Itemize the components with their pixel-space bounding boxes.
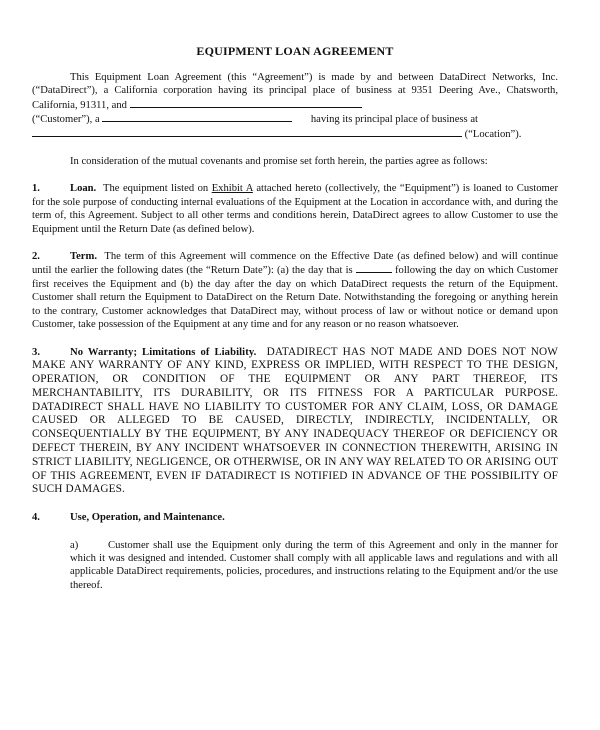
section-2-heading: Term. <box>70 251 97 263</box>
section-4a-body: Customer shall use the Equipment only during the term of this Agreement and only in the manner for which it was designed and intended. Customer shall comply with all applicable laws and regulations and with all applicable DataDirect requirements, policies, procedures, and instructions relating to the Equipment and/or the use thereof. <box>70 539 558 591</box>
intro-customer-line <box>32 112 558 126</box>
exhibit-a-link[interactable]: Exhibit A <box>211 183 253 195</box>
customer-name-blank[interactable] <box>130 98 362 108</box>
customer-label: (“Customer”), a <box>32 114 100 126</box>
section-3-number: 3. <box>32 346 41 358</box>
section-1-body: attached hereto (collectively, the “Equipment”) is loaned to Customer for the sole purpose of conducting internal evaluations of the Equipment at the Location in accordance with, and during the term of, this Agreement. Subject to all other terms and conditions herein, DataDirect agrees to allow Customer to use the Equipment until the Return Date (as defined below). <box>32 183 559 235</box>
location-label: (“Location”). <box>464 128 522 140</box>
intro-text: This Equipment Loan Agreement (this “Agreement”) is made by and between DataDirect Networks, Inc. (“DataDirect”), a California corporation having its principal place of business at 9351 Deering Ave., Chatsworth, California, 91311, and <box>32 72 558 111</box>
section-1 <box>32 182 558 236</box>
section-1-heading: Loan. <box>70 183 97 195</box>
section-2-number: 2. <box>32 251 40 263</box>
section-2-body-b: following the day on which Customer first receives the Equipment and (b) the day after the day on which DataDirect requests the return of the Equipment. Customer shall return the Equipment to DataDirect on the Return Date. Notwithstanding the foregoing or anything herein to the contrary, Customer acknowledges that DataDirect may, without process of law or without notice or demand upon Customer, take possession of the Equipment at any time and for any reason or no reason whatsoever. <box>32 265 558 331</box>
section-2 <box>32 250 558 331</box>
section-1-number: 1. <box>32 183 40 195</box>
section-2-body-a: The term of this Agreement will commence on the Effective Date (as defined below) and will continue until the earlier the following dates (the “Return Date”): (a) the day that is <box>32 251 558 277</box>
consideration-paragraph: In consideration of the mutual covenants and promise set forth herein, the parties agree as follows: <box>70 156 488 168</box>
intro-paragraph <box>32 71 558 112</box>
section-3 <box>32 346 558 498</box>
section-4a <box>32 539 558 593</box>
section-4 <box>32 511 558 524</box>
location-blank[interactable] <box>32 127 462 137</box>
section-1-pre: The equipment listed on <box>103 183 212 195</box>
document-title: EQUIPMENT LOAN AGREEMENT <box>196 44 394 58</box>
intro-location-line <box>32 127 558 141</box>
having-text: having its principal place of business at <box>310 114 478 126</box>
section-3-body: DATADIRECT HAS NOT MADE AND DOES NOT NOW MAKE ANY WARRANTY OF ANY KIND, EXPRESS OR IMPLIED, WITH RESPECT TO THE DESIGN, OPERATION, OR CONDITION OF THE EQUIPMENT OR ANY PART THEREOF, ITS MERCHANTABILITY, ITS DURABILITY, OR ITS FITNESS FOR A PARTICULAR PURPOSE. DATADIRECT SHALL HAVE NO LIABILITY TO CUSTOMER FOR ANY CLAIM, LOSS, OR DAMAGE CAUSED OR ALLEGED TO BE CAUSED, DIRECTLY, INDIRECTLY, INCIDENTALLY, OR CONSEQUENTIALLY BY THE EQUIPMENT, BY ANY INADEQUACY THEREOF OR DEFICIENCY OR DEFECT THEREIN, BY ANY INCIDENT WHATSOEVER IN CONNECTION THEREWITH, ARISING IN STRICT LIABILITY, NEGLIGENCE, OR OTHERWISE, OR IN ANY WAY RELATED TO OR ARISING OUT OF THIS AGREEMENT, EVEN IF DATADIRECT IS NOTIFIED IN ADVANCE OF THE POSSIBILITY OF SUCH DAMAGES. <box>32 345 558 496</box>
section-4-number: 4. <box>32 512 40 524</box>
section-4-heading: Use, Operation, and Maintenance. <box>70 512 225 524</box>
return-days-blank[interactable] <box>356 263 392 273</box>
section-4a-label: a) <box>70 539 79 551</box>
section-3-heading: No Warranty; Limitations of Liability. <box>70 346 257 358</box>
customer-entity-blank[interactable] <box>102 112 292 122</box>
